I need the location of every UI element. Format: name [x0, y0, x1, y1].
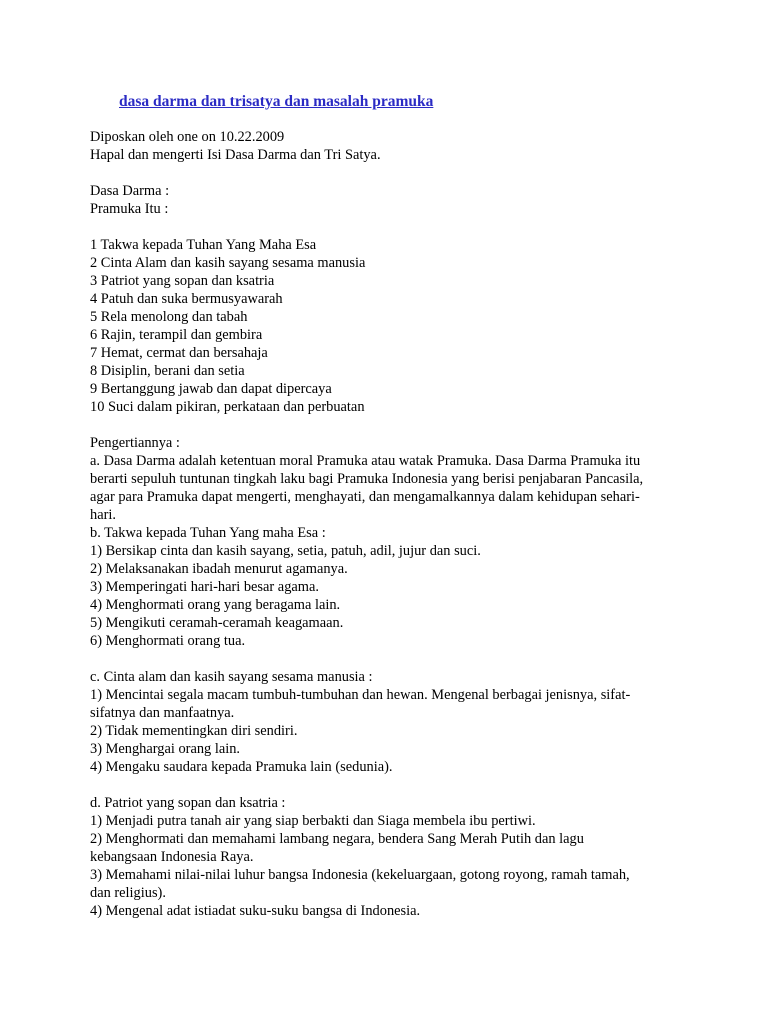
list-item: 3) Memperingati hari-hari besar agama. — [90, 579, 319, 595]
list-item: 3) Memahami nilai-nilai luhur bangsa Indonesia (kekeluargaan, gotong royong, ramah tamah, — [90, 867, 630, 883]
section-b — [90, 524, 690, 650]
paragraph-line: berarti sepuluh tuntunan tingkah laku bagi Pramuka Indonesia yang berisi penjabaran Pancasila, — [90, 471, 644, 487]
list-item: 1) Menjadi putra tanah air yang siap berbakti dan Siaga membela ibu pertiwi. — [90, 813, 536, 829]
list-item: 1 Takwa kepada Tuhan Yang Maha Esa — [90, 237, 317, 253]
list-item: 8 Disiplin, berani dan setia — [90, 363, 245, 379]
dasa-darma-heading: Dasa Darma : — [90, 183, 170, 199]
pramuka-itu-heading: Pramuka Itu : — [90, 201, 169, 217]
list-item: 10 Suci dalam pikiran, perkataan dan perbuatan — [90, 399, 365, 415]
spacer — [90, 164, 690, 182]
section-heading: d. Patriot yang sopan dan ksatria : — [90, 795, 286, 811]
spacer — [90, 218, 690, 236]
intro-text: Hapal dan mengerti Isi Dasa Darma dan Tri Satya. — [90, 147, 381, 163]
post-body — [90, 128, 690, 920]
list-item: sifatnya dan manfaatnya. — [90, 705, 235, 721]
list-item: 3) Menghargai orang lain. — [90, 741, 240, 757]
spacer — [90, 416, 690, 434]
list-item: 2) Melaksanakan ibadah menurut agamanya. — [90, 561, 348, 577]
posted-by: Diposkan oleh one on 10.22.2009 — [90, 129, 285, 145]
list-item: dan religius). — [90, 885, 166, 901]
paragraph-line: a. Dasa Darma adalah ketentuan moral Pramuka atau watak Pramuka. Dasa Darma Pramuka itu — [90, 453, 641, 469]
list-item: 2) Menghormati dan memahami lambang negara, bendera Sang Merah Putih dan lagu — [90, 831, 584, 847]
post-title-link[interactable]: dasa darma dan trisatya dan masalah pramuka — [119, 93, 434, 110]
section-c — [90, 668, 690, 776]
list-item: 1) Bersikap cinta dan kasih sayang, setia, patuh, adil, jujur dan suci. — [90, 543, 481, 559]
paragraph-line: hari. — [90, 507, 116, 523]
section-heading: b. Takwa kepada Tuhan Yang maha Esa : — [90, 525, 326, 541]
list-item: 5) Mengikuti ceramah-ceramah keagamaan. — [90, 615, 344, 631]
list-item: kebangsaan Indonesia Raya. — [90, 849, 254, 865]
list-item: 3 Patriot yang sopan dan ksatria — [90, 273, 275, 289]
spacer — [90, 650, 690, 668]
list-item: 9 Bertanggung jawab dan dapat dipercaya — [90, 381, 332, 397]
list-item: 4 Patuh dan suka bermusyawarah — [90, 291, 283, 307]
paragraph-line: agar para Pramuka dapat mengerti, menghayati, dan mengamalkannya dalam kehidupan sehari- — [90, 489, 640, 505]
list-item: 5 Rela menolong dan tabah — [90, 309, 248, 325]
section-d — [90, 794, 690, 920]
list-item: 1) Mencintai segala macam tumbuh-tumbuhan dan hewan. Mengenal berbagai jenisnya, sifat- — [90, 687, 631, 703]
list-item: 4) Mengenal adat istiadat suku-suku bangsa di Indonesia. — [90, 903, 421, 919]
section-heading: c. Cinta alam dan kasih sayang sesama manusia : — [90, 669, 373, 685]
list-item: 2) Tidak mementingkan diri sendiri. — [90, 723, 298, 739]
list-item: 4) Menghormati orang yang beragama lain. — [90, 597, 341, 613]
section-a — [90, 452, 690, 524]
dasa-darma-list — [90, 236, 690, 416]
list-item: 6) Menghormati orang tua. — [90, 633, 246, 649]
spacer — [90, 776, 690, 794]
list-item: 7 Hemat, cermat dan bersahaja — [90, 345, 268, 361]
list-item: 2 Cinta Alam dan kasih sayang sesama manusia — [90, 255, 366, 271]
list-item: 6 Rajin, terampil dan gembira — [90, 327, 263, 343]
list-item: 4) Mengaku saudara kepada Pramuka lain (sedunia). — [90, 759, 393, 775]
pengertian-heading: Pengertiannya : — [90, 435, 180, 451]
